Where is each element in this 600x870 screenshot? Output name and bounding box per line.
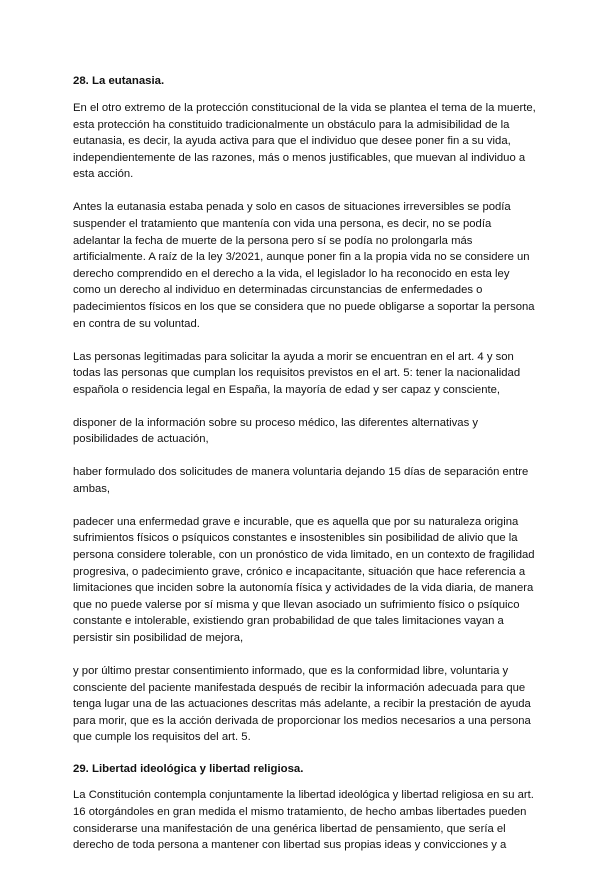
paragraph: Las personas legitimadas para solicitar la ayuda a morir se encuentran en el art. 4 y son todas las personas que cumplan los requisitos previstos en el art. 5: tener la nacionalidad española o residencia legal en España, la mayoría de edad y ser capaz y consciente, xyxy=(73,350,521,396)
paragraph: haber formulado dos solicitudes de manera voluntaria dejando 15 días de separación entre ambas, xyxy=(73,466,529,495)
section-heading: 29. Libertad ideológica y libertad religiosa. xyxy=(73,763,304,776)
paragraph: padecer una enfermedad grave e incurable, que es aquella que por su naturaleza origina sufrimientos físicos o psíquicos constantes e insostenibles sin posibilidad de alivio que la persona considere tolerable, con un pronóstico de vida limitado, en un contexto de fragilidad progresiva, o padecimiento grave, crónico e incapacitante, situación que hace referencia a limitaciones que inciden sobre la autonomía física y actividades de la vida diaria, de manera que no puede valerse por sí misma y que llevan asociado un sufrimiento físico o psíquico constante e intolerable, existiendo gran probabilidad de que tales limitaciones vayan a persistir sin posibilidad de mejora, xyxy=(73,515,535,644)
paragraph: y por último prestar consentimiento informado, que es la conformidad libre, voluntaria y consciente del paciente manifestada después de recibir la información adecuada para que tenga lugar una de las actuaciones descritas más adelante, a recibir la prestación de ayuda para morir, que es la acción derivada de proporcionar los medios necesarios a una persona que cumple los requisitos del art. 5. xyxy=(73,664,531,744)
section-heading: 28. La eutanasia. xyxy=(73,75,165,87)
paragraph: La Constitución contempla conjuntamente la libertad ideológica y libertad religiosa en su art. 16 otorgándoles en gran medida el mismo tratamiento, de hecho ambas libertades pueden considerarse una manifestación de una genérica libertad de pensamiento, que sería el derecho de toda persona a mantener con libertad sus propias ideas y convicciones y a xyxy=(73,789,534,852)
paragraph: Antes la eutanasia estaba penada y solo en casos de situaciones irreversibles se podía suspender el tratamiento que mantenía con vida una persona, es decir, no se podía adelantar la fecha de muerte de la persona pero sí se podía no prolongarla más artificialmente. A raíz de la ley 3/2021, aunque poner fin a la propia vida no se considere un derecho comprendido en el derecho a la vida, el legislador lo ha reconocido en esta ley como un derecho al individuo en determinadas circunstancias de enfermedades o padecimientos físicos en los que se considera que no puede obligarse a soportar la persona en contra de su voluntad. xyxy=(73,201,535,330)
paragraph: disponer de la información sobre su proceso médico, las diferentes alternativas y posibilidades de actuación, xyxy=(73,416,479,446)
paragraph: En el otro extremo de la protección constitucional de la vida se plantea el tema de la muerte, esta protección ha constituido tradicionalmente un obstáculo para la admisibilidad de la eutanasia, es decir, la ayuda activa para que el individuo que desee poner fin a su vida, independientemente de las razones, más o menos justificables, que muevan al individuo a esta acción. xyxy=(73,102,536,181)
page-content xyxy=(73,73,539,870)
